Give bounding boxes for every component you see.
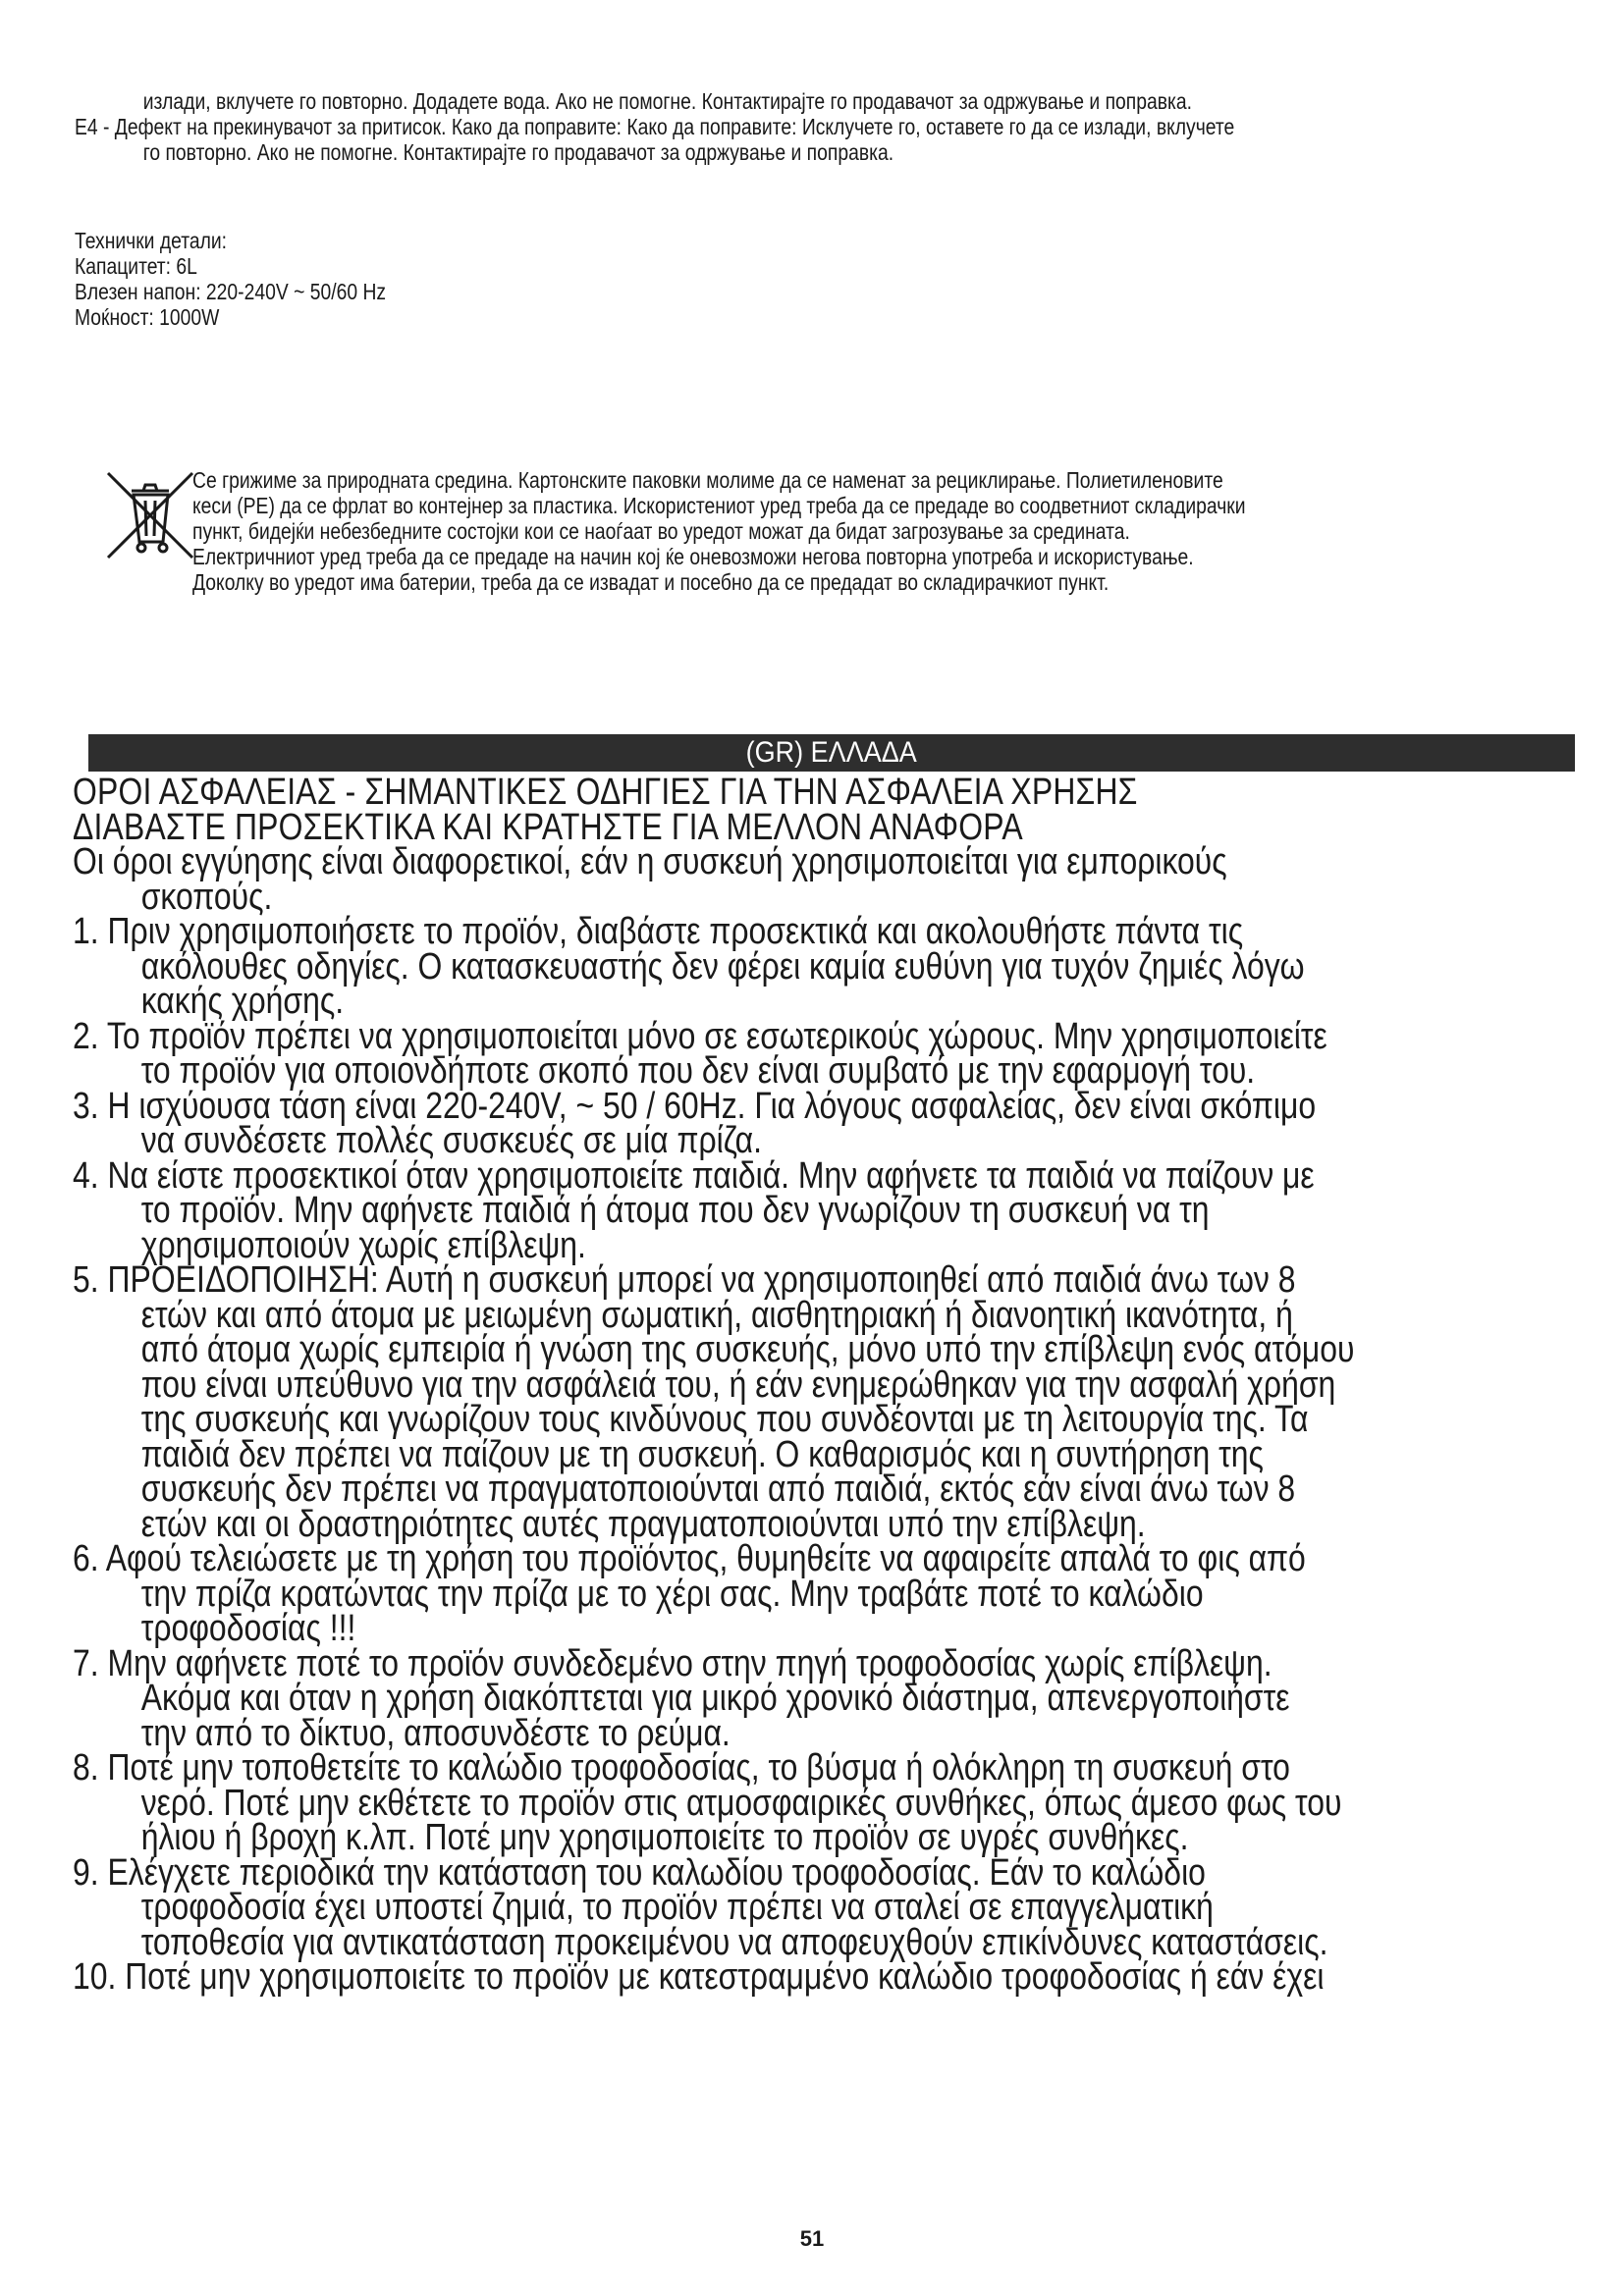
text-line: 10. Ποτέ μην χρησιμοποιείτε το προϊόν με κατεστραμμένο καλώδιο τροφοδοσίας ή εάν έχει	[73, 1956, 1325, 1998]
text-line: ετών και από άτομα με μειωμένη σωματική, αισθητηριακή ή διανοητική ικανότητα, ή	[140, 1294, 1293, 1336]
text-line: го повторно. Ако не помогне. Контактирајте го продавачот за одржување и поправка.	[142, 139, 894, 165]
text-line: ήλιου ή βροχή κ.λπ. Ποτέ μην χρησιμοποιείτε το προϊόν σε υγρές συνθήκες.	[140, 1817, 1189, 1858]
crossed-out-wheelie-bin-icon	[96, 461, 204, 569]
text-line: Οι όροι εγγύησης είναι διαφορετικοί, εάν η συσκευή χρησιμοποιείται για εμπορικούς	[73, 841, 1227, 882]
language-section-banner	[88, 734, 1575, 772]
text-line: ακόλουθες οδηγίες. Ο κατασκευαστής δεν φέρει καμία ευθύνη για τυχόν ζημιές λόγω	[140, 945, 1305, 988]
text-line: την πρίζα κρατώντας την πρίζα με το χέρι σας. Μην τραβάτε ποτέ το καλώδιο	[140, 1573, 1204, 1615]
text-line: 7. Μην αφήνετε ποτέ το προϊόν συνδεδεμένο στην πηγή τροφοδοσίας χωρίς επίβλεψη.	[73, 1642, 1272, 1684]
text-line: από άτομα χωρίς εμπειρία ή γνώση της συσκευής, μόνο υπό την επίβλεψη ενός ατόμου	[140, 1329, 1355, 1370]
text-line: Моќност: 1000W	[75, 304, 220, 330]
text-line: την από το δίκτυο, αποσυνδέστε το ρεύμα.	[140, 1712, 731, 1754]
text-line: τροφοδοσίας !!!	[140, 1608, 356, 1649]
text-line: 4. Να είστε προσεκτικοί όταν χρησιμοποιείτε παιδιά. Μην αφήνετε τα παιδιά να παίζουν με	[73, 1154, 1315, 1197]
technical-details	[75, 228, 445, 330]
text-line: 2. Το προϊόν πρέπει να χρησιμοποιείται μόνο σε εσωτερικούς χώρους. Μην χρησιμοποιείτε	[73, 1015, 1327, 1057]
text-line: Капацитет: 6L	[75, 253, 197, 279]
text-line: κακής χρήσης.	[140, 981, 345, 1022]
banner-label: (GR) ΕΛΛΑΔΑ	[745, 736, 918, 769]
text-line: Влезен напон: 220-240V ~ 50/60 Hz	[75, 279, 387, 304]
text-line: 8. Ποτέ μην τοποθετείτε το καλώδιο τροφοδοσίας, το βύσμα ή ολόκληρη τη συσκευή στο	[73, 1747, 1290, 1789]
text-line: παιδιά δεν πρέπει να παίζουν με τη συσκευή. Ο καθαρισμός και η συντήρηση της	[140, 1433, 1264, 1475]
text-line: 1. Πριν χρησιμοποιήσετε το προϊόν, διαβάστε προσεκτικά και ακολουθήστε πάντα τις	[73, 911, 1244, 952]
text-line: Електричниот уред треба да се предаде на начин кој ќе оневозможи негова повторна употреба и искористување.	[192, 544, 1194, 569]
text-line: τοποθεσία για αντικατάσταση προκειμένου να αποφευχθούν επικίνδυνες καταστάσεις.	[140, 1921, 1328, 1963]
text-line: που είναι υπεύθυνο για την ασφάλειά του, ή εάν ενημερώθηκαν για την ασφαλή χρήση	[140, 1363, 1336, 1406]
text-line: 9. Ελέγχετε περιοδικά την κατάσταση του καλωδίου τροφοδοσίας. Εάν το καλώδιο	[73, 1851, 1206, 1894]
text-line: Ακόμα και όταν η χρήση διακόπτεται για μικρό χρονικό διάστημα, απενεργοποιήστε	[140, 1678, 1290, 1719]
text-line: νερό. Ποτέ μην εκθέτετε το προϊόν στις ατμοσφαιρικές συνθήκες, όπως άμεσο φως του	[140, 1782, 1342, 1824]
text-line: ΔΙΑΒΑΣΤΕ ΠΡΟΣΕΚΤΙΚΑ ΚΑΙ ΚΡΑΤΗΣΤΕ ΓΙΑ ΜΕΛΛΟΝ ΑΝΑΦΟΡΑ	[73, 806, 1023, 848]
text-line: Се грижиме за природната средина. Картонските паковки молиме да се наменат за рециклирање. Полиетиленовите	[192, 467, 1223, 493]
text-line: пункт, бидејќи небезбедните состојки кои се наоѓаат во уредот можат да бидат загрозување за средината.	[192, 518, 1130, 544]
text-line: излади, вклучете го повторно. Додадете вода. Ако не помогне. Контактирајте го продавачот за одржување и поправка.	[142, 88, 1192, 114]
text-line: 6. Αφού τελειώσετε με τη χρήση του προϊόντος, θυμηθείτε να αφαιρείτε απαλά το φις από	[73, 1538, 1306, 1579]
text-line: Доколку во уредот има батерии, треба да се извадат и посебно да се предадат во складирачкиот пункт.	[192, 569, 1110, 595]
text-line: кеси (PE) да се фрлат во контејнер за пластика. Искористениот уред треба да се предаде во соодветниот складирачки	[192, 493, 1246, 518]
text-line: 5. ΠΡΟΕΙΔΟΠΟΙΗΣΗ: Αυτή η συσκευή μπορεί να χρησιμοποιηθεί από παιδιά άνω των 8	[73, 1259, 1296, 1301]
text-line: το προϊόν. Μην αφήνετε παιδιά ή άτομα που δεν γνωρίζουν τη συσκευή να τη	[140, 1190, 1210, 1231]
text-line: της συσκευής και γνωρίζουν τους κινδύνους που συνδέονται με τη λειτουργία της. Τα	[140, 1399, 1309, 1440]
text-line: να συνδέσετε πολλές συσκευές σε μία πρίζα.	[140, 1120, 763, 1161]
text-line: ετών και οι δραστηριότητες αυτές πραγματοποιούνται υπό την επίβλεψη.	[140, 1503, 1146, 1545]
text-line: σκοπούς.	[140, 876, 273, 918]
text-line: συσκευής δεν πρέπει να πραγματοποιούνται από παιδιά, εκτός εάν είναι άνω των 8	[140, 1468, 1296, 1510]
text-line: 3. Η ισχύουσα τάση είναι 220-240V, ~ 50 / 60Hz. Για λόγους ασφαλείας, δεν είναι σκόπιμο	[73, 1085, 1317, 1127]
text-line: χρησιμοποιούν χωρίς επίβλεψη.	[140, 1224, 586, 1266]
greek-safety-instructions	[73, 772, 1598, 1998]
recycling-notice	[192, 467, 1446, 595]
text-line: τροφοδοσία έχει υποστεί ζημιά, το προϊόν πρέπει να σταλεί σε επαγγελματική	[140, 1887, 1214, 1928]
page-number: 51	[799, 2226, 825, 2251]
error-codes-continuation	[75, 88, 1455, 165]
text-line: Технички детали:	[75, 228, 228, 253]
text-line: ΟΡΟΙ ΑΣΦΑΛΕΙΑΣ - ΣΗΜΑΝΤΙΚΕΣ ΟΔΗΓΙΕΣ ΓΙΑ ΤΗΝ ΑΣΦΑΛΕΙΑ ΧΡΗΣΗΣ	[73, 772, 1138, 813]
text-line: E4 - Дефект на прекинувачот за притисок. Како да поправите: Како да поправите: Исклучете го, оставете го да се излади, вклучете	[75, 114, 1235, 139]
text-line: το προϊόν για οποιονδήποτε σκοπό που δεν είναι συμβατό με την εφαρμογή του.	[140, 1050, 1256, 1092]
